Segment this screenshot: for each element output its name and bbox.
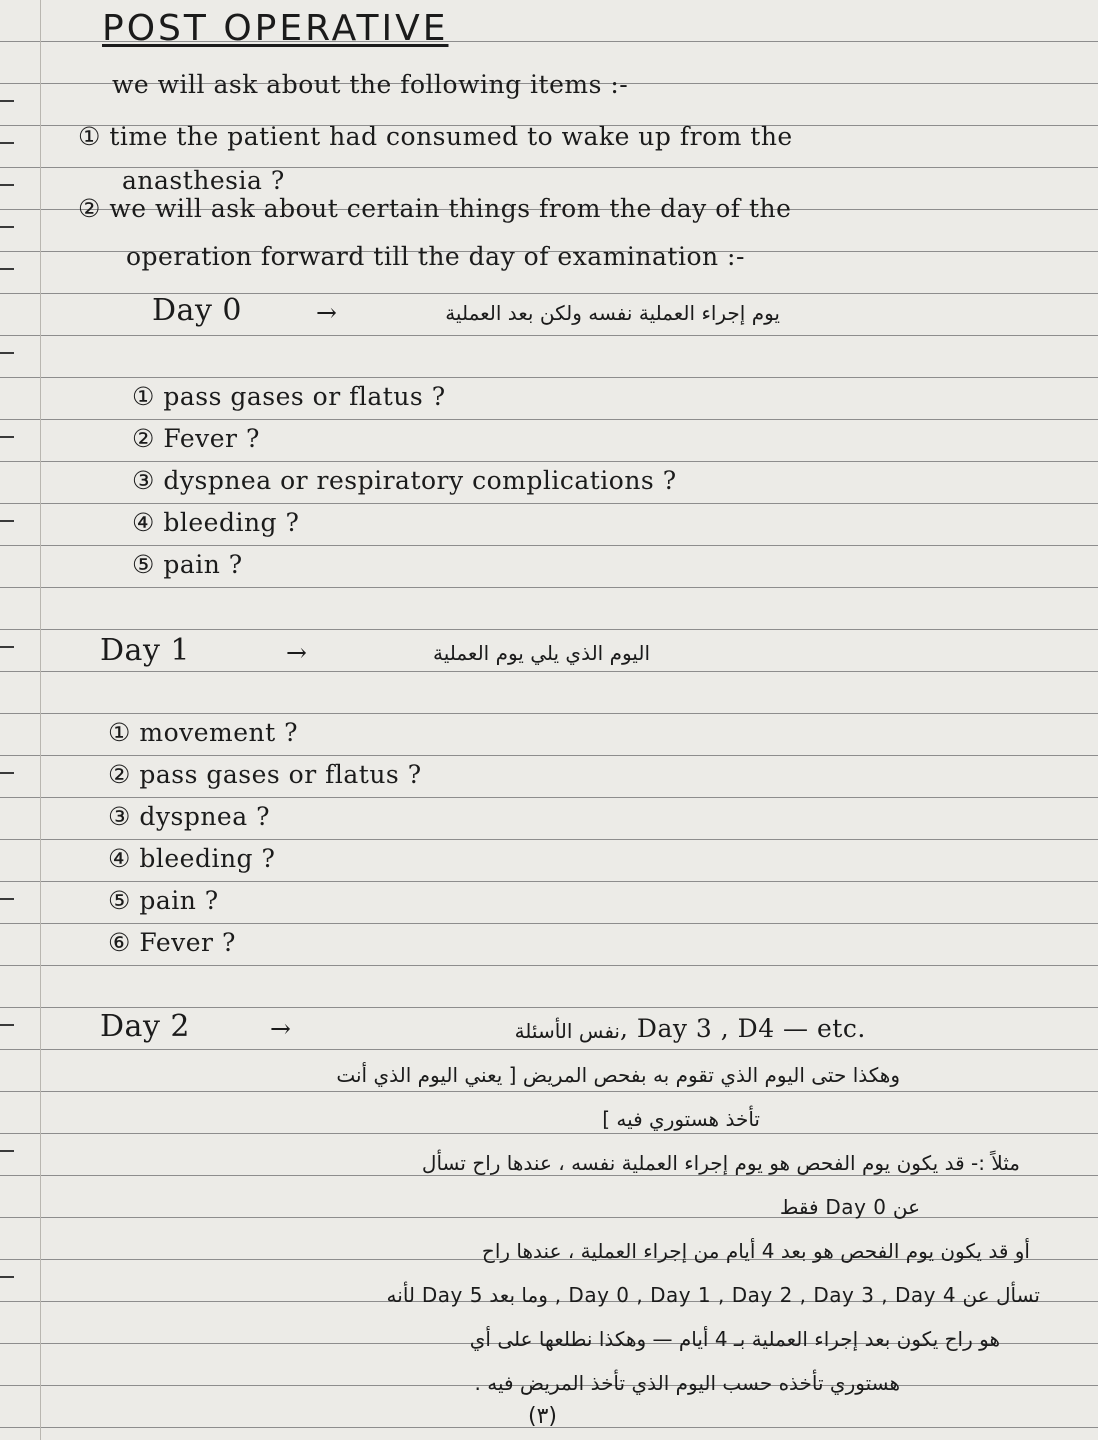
item-1-line-2: anasthesia ? bbox=[122, 166, 285, 195]
day-1-item-4: ④ bleeding ? bbox=[108, 844, 276, 873]
margin-tick bbox=[0, 898, 14, 900]
item-2-line-2: operation forward till the day of examination :- bbox=[126, 242, 745, 271]
margin-line bbox=[40, 0, 41, 1440]
margin-tick bbox=[0, 100, 14, 102]
arabic-line-5: أو قد يكون يوم الفحص هو بعد 4 أيام من إجراء العملية ، عندها راح bbox=[481, 1239, 1030, 1263]
day-1-item-3: ③ dyspnea ? bbox=[108, 802, 270, 831]
day-1-arrow: → bbox=[286, 638, 308, 667]
day-1-arabic-note: اليوم الذي يلي يوم العملية bbox=[432, 641, 650, 665]
day-2-arabic-note: نفس الأسئلة bbox=[514, 1019, 620, 1043]
day-1-label: Day 1 bbox=[100, 633, 191, 668]
arabic-line-2: تأخذ هستوري فيه ] bbox=[602, 1107, 760, 1131]
margin-tick bbox=[0, 268, 14, 270]
day-0-label: Day 0 bbox=[152, 293, 243, 328]
margin-tick bbox=[0, 1024, 14, 1026]
day-2-arrow: → bbox=[270, 1014, 292, 1043]
day-0-arrow: → bbox=[316, 298, 338, 327]
arabic-line-8: هستوري تأخذه حسب اليوم الذي تأخذ المريض فيه . bbox=[474, 1371, 900, 1395]
item-2-line-1: ② we will ask about certain things from the day of the bbox=[78, 194, 792, 223]
page-title: POST OPERATIVE bbox=[102, 8, 449, 49]
day-0-item-5: ⑤ pain ? bbox=[132, 550, 243, 579]
item-1-line-1: ① time the patient had consumed to wake up from the bbox=[78, 122, 793, 151]
margin-tick bbox=[0, 772, 14, 774]
day-0-item-3: ③ dyspnea or respiratory complications ? bbox=[132, 466, 677, 495]
intro-text: we will ask about the following items :- bbox=[112, 70, 629, 99]
margin-tick bbox=[0, 646, 14, 648]
day-0-item-4: ④ bleeding ? bbox=[132, 508, 300, 537]
arabic-line-1: وهكذا حتى اليوم الذي تقوم به بفحص المريض [ يعني اليوم الذي أنت bbox=[336, 1063, 900, 1087]
arabic-line-6: تسأل عن Day 0 , Day 1 , Day 2 , Day 3 , Day 4 , وما بعد Day 5 لأنه bbox=[386, 1283, 1040, 1307]
day-1-item-6: ⑥ Fever ? bbox=[108, 928, 236, 957]
arabic-line-3: مثلاً :- قد يكون يوم الفحص هو يوم إجراء العملية نفسه ، عندها راح تسأل bbox=[421, 1151, 1020, 1175]
arabic-line-7: هو راح يكون بعد إجراء العملية بـ 4 أيام — وهكذا نطلعها على أي bbox=[469, 1327, 1000, 1351]
day-1-item-1: ① movement ? bbox=[108, 718, 299, 747]
margin-tick bbox=[0, 226, 14, 228]
arabic-line-4: عن Day 0 فقط bbox=[779, 1195, 920, 1219]
day-2-rest-text: , Day 3 , D4 — etc. bbox=[620, 1014, 866, 1043]
margin-tick bbox=[0, 184, 14, 186]
margin-tick bbox=[0, 352, 14, 354]
day-0-arabic-note: يوم إجراء العملية نفسه ولكن بعد العملية bbox=[445, 301, 780, 325]
margin-tick bbox=[0, 436, 14, 438]
margin-tick bbox=[0, 520, 14, 522]
margin-tick bbox=[0, 1276, 14, 1278]
margin-tick bbox=[0, 142, 14, 144]
day-2-label: Day 2 bbox=[100, 1009, 191, 1044]
margin-tick bbox=[0, 1150, 14, 1152]
day-0-item-2: ② Fever ? bbox=[132, 424, 260, 453]
day-1-item-2: ② pass gases or flatus ? bbox=[108, 760, 422, 789]
day-0-item-1: ① pass gases or flatus ? bbox=[132, 382, 446, 411]
day-1-item-5: ⑤ pain ? bbox=[108, 886, 219, 915]
page-number: (٣) bbox=[528, 1404, 558, 1429]
